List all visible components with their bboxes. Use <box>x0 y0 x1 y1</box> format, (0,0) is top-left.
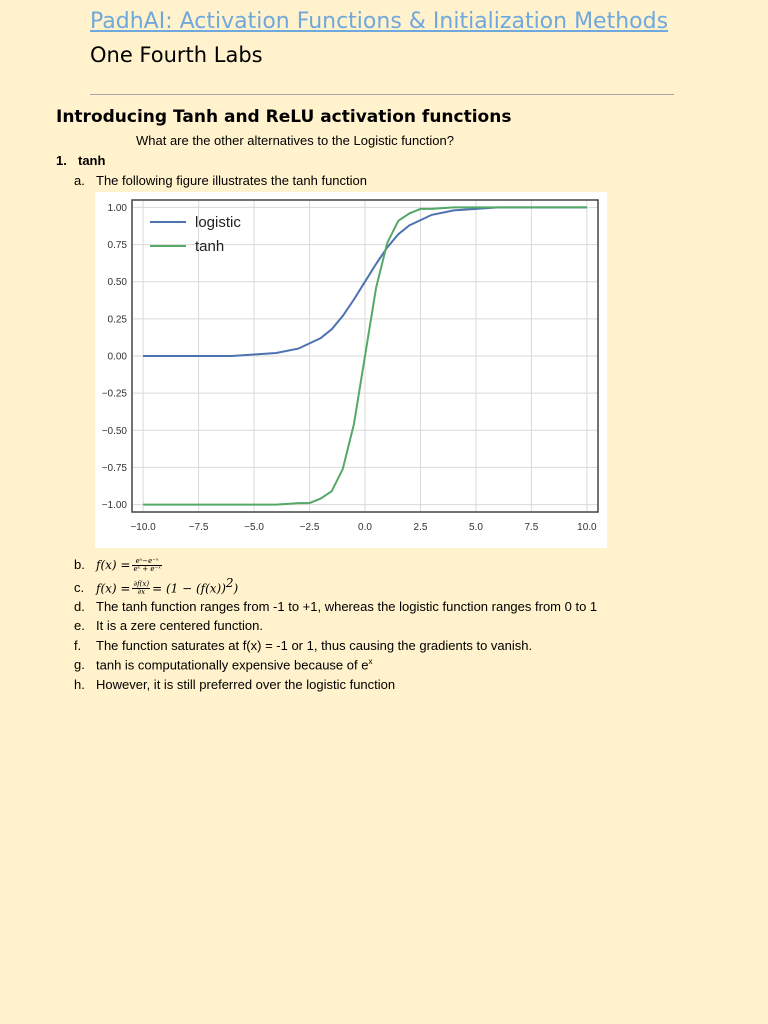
x-tick-label: −2.5 <box>299 522 320 533</box>
formula-b-numerator: eˣ−e⁻ˣ <box>132 558 161 566</box>
sub-text: It is a zere centered function. <box>96 618 263 633</box>
x-tick-label: −10.0 <box>130 522 156 533</box>
formula-c-superscript: 2 <box>225 576 234 590</box>
header-divider <box>90 94 674 95</box>
sub-item-a <box>74 173 367 188</box>
list-number: 1. <box>56 153 67 168</box>
x-tick-label: 5.0 <box>468 522 483 533</box>
sub-letter: c. <box>74 580 85 596</box>
chart-svg <box>95 192 607 548</box>
sub-letter: d. <box>74 599 85 614</box>
formula-c-rhs: = (1 − (f(x)) <box>152 581 226 596</box>
document-subtitle: One Fourth Labs <box>90 43 263 67</box>
x-tick-label: −7.5 <box>188 522 209 533</box>
formula-c-denominator: ∂x <box>137 588 146 597</box>
formula-b-fraction <box>132 558 161 573</box>
sub-text: However, it is still preferred over the logistic function <box>96 677 396 692</box>
sub-item-c <box>74 576 238 596</box>
y-tick-label: −1.00 <box>101 500 127 512</box>
sub-text: The following figure illustrates the tanh function <box>96 173 367 188</box>
legend-label-logistic: logistic <box>195 214 241 231</box>
y-tick-label: −0.75 <box>101 462 127 474</box>
formula-c-lhs: f(x) = <box>96 581 131 596</box>
y-tick-label: 0.75 <box>107 240 127 252</box>
sub-letter: g. <box>74 657 85 673</box>
y-tick-label: 0.50 <box>107 277 127 289</box>
list-label: tanh <box>78 153 106 168</box>
y-tick-label: 0.25 <box>107 314 127 326</box>
x-tick-label: 10.0 <box>577 522 597 533</box>
tanh-logistic-chart <box>95 192 607 548</box>
legend-label-tanh: tanh <box>195 238 225 255</box>
section-heading: Introducing Tanh and ReLU activation functions <box>56 107 512 127</box>
formula-b-denominator: eˣ + e⁻ˣ <box>133 565 161 574</box>
x-tick-label: 2.5 <box>413 522 428 533</box>
sub-item-d <box>74 599 597 614</box>
sub-item-f <box>74 638 532 653</box>
x-tick-label: −5.0 <box>244 522 264 533</box>
sub-letter: a. <box>74 173 85 188</box>
sub-letter: f. <box>74 638 82 653</box>
sub-letter: h. <box>74 677 85 692</box>
sub-letter: e. <box>74 618 85 633</box>
sub-superscript: x <box>368 657 373 666</box>
sub-item-b <box>74 557 164 573</box>
x-tick-label: 7.5 <box>524 522 539 533</box>
y-tick-label: 1.00 <box>107 202 127 214</box>
formula-c-fraction <box>132 581 150 596</box>
sub-item-e <box>74 618 263 633</box>
formula-b-lhs: f(x) = <box>96 558 131 572</box>
formula-c-close: ) <box>233 581 239 596</box>
sub-text: The function saturates at f(x) = -1 or 1, thus causing the gradients to vanish. <box>96 638 533 653</box>
sub-text: tanh is computationally expensive because of e <box>96 657 369 673</box>
sub-item-h <box>74 677 395 692</box>
list-item-tanh <box>56 153 105 168</box>
sub-item-g <box>74 657 372 672</box>
formula-c-numerator: ∂f(x) <box>133 580 150 589</box>
x-tick-label: 0.0 <box>358 522 372 533</box>
sub-text: The tanh function ranges from -1 to +1, whereas the logistic function ranges from 0 to 1 <box>96 599 598 614</box>
y-tick-label: −0.25 <box>101 388 127 400</box>
sub-letter: b. <box>74 557 85 572</box>
y-tick-label: 0.00 <box>107 351 127 363</box>
document-title: PadhAI: Activation Functions & Initialization Methods <box>90 9 669 34</box>
y-tick-label: −0.50 <box>101 425 127 437</box>
section-question: What are the other alternatives to the Logistic function? <box>136 133 454 148</box>
